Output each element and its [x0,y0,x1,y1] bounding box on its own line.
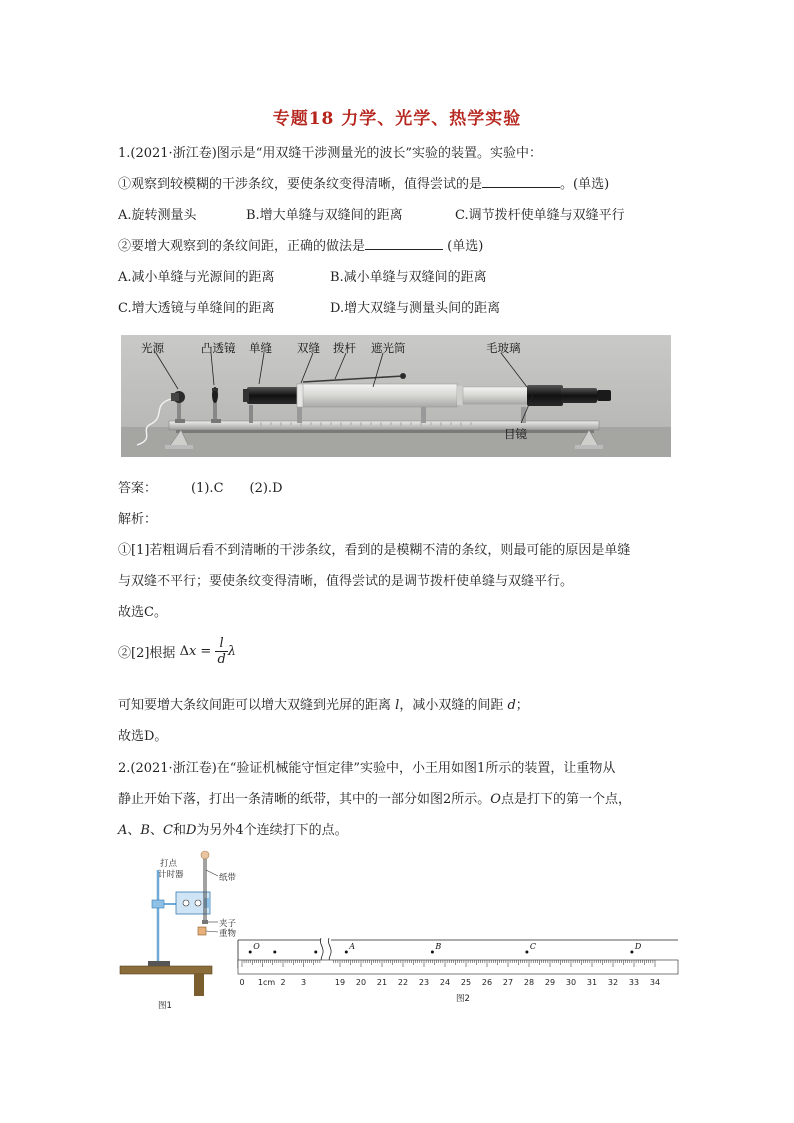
ruler-tick-label: 1cm [257,978,276,987]
tape-point [431,951,434,954]
formula-lhs: Δx = [179,644,212,659]
ruler-tick-label: 21 [376,978,388,987]
tape-point-label: A [349,942,356,951]
ruler-tick-label: 31 [586,978,598,987]
photo-label-single-slit: 单缝 [249,341,272,355]
ruler-tick-label: 32 [607,978,619,987]
q2-line-1: 2.(2021·浙江卷)在“验证机械能守恒定律”实验中，小王用如图1所示的装置，让重物从 [118,761,616,776]
tape-point [630,951,633,954]
photo-label-eyepiece: 目镜 [504,427,527,441]
fig2-caption: 图2 [456,994,470,1004]
q2-line-3 [118,822,348,840]
tape-point-label: D [634,942,642,951]
q1-sub1-blank[interactable] [482,187,560,188]
q2-line-2-a: 静止开始下落，打出一条清晰的纸带，其中的一部分如图2所示。 [118,792,491,807]
ruler-tick-label: 25 [460,978,472,987]
answer-1: (1).C [191,481,224,496]
q2-point-a: A [118,823,128,838]
tape-point [314,951,317,954]
q1-sub1-option-a: A.旋转测量头 [118,208,197,223]
tape-point [249,951,252,954]
q1-answer [118,480,283,498]
fig1-weight-label: 重物 [219,929,237,939]
photo-label-double-slit: 双缝 [297,341,320,355]
ruler-tick-label: 2 [280,978,286,987]
q2-point-c: C [162,823,173,838]
ruler-tick-label: 28 [523,978,535,987]
q2-and: 和 [172,823,186,838]
analysis-line-1: ①[1]若粗调后看不到清晰的干涉条纹，看到的是模糊不清的条纹，则最可能的原因是单缝 [118,543,631,558]
ruler-tick-label: 3 [300,978,307,987]
analysis-3-text-c: ； [515,698,529,713]
page-title: 专题18 力学、光学、热学实验 [272,109,522,129]
q2-line-2 [118,791,631,809]
fig1-tape-label: 纸带 [219,873,237,883]
q2-sep-2: 、 [149,823,163,838]
analysis-label: 解析： [118,512,158,527]
tape-point [345,951,348,954]
figure-1 [120,851,237,1011]
q1-sub2-option-b: B.减小单缝与双缝间的距离 [330,270,487,285]
photo-label-ground-glass: 毛玻璃 [486,341,521,355]
photo-label-light-tube: 遮光筒 [371,341,406,355]
answer-label: 答案： [118,481,158,496]
ruler-tick-label: 27 [502,978,514,987]
ruler-tick-label: 22 [397,978,409,987]
double-slit-apparatus-photo [121,335,671,457]
fig1-timer-label-2: 计时器 [158,870,184,880]
q1-sub2-blank[interactable] [365,249,443,250]
formula-fraction [215,636,227,667]
answer-2: (2).D [249,481,283,496]
ruler-tick-label: 20 [355,978,367,987]
formula-numerator: l [215,636,227,652]
analysis-line-3 [118,697,529,715]
q1-sub2-text: ②要增大观察到的条纹间距，正确的做法是 [118,239,366,254]
photo-label-convex-lens: 凸透镜 [201,341,236,355]
choose-c: 故选C。 [118,605,167,620]
q1-sub2 [118,238,483,256]
figure-2 [238,938,678,1004]
ruler-labels [239,978,660,987]
q1-sub1-suffix: 。(单选) [560,177,610,192]
ruler-tick-label: 29 [544,978,556,987]
q2-point-b: B [140,823,150,838]
formula-denominator: d [217,652,226,667]
analysis-3-text-a: 可知要增大条纹间距可以增大双缝到光屏的距离 [118,698,396,713]
q2-point-o: O [490,792,501,807]
ruler-tick-label: 34 [649,978,661,987]
analysis-3-var-d: d [507,698,516,713]
analysis-3-text-b: ，减小双缝的间距 [399,698,508,713]
tape-point-label: C [529,942,537,951]
q2-sep-1: 、 [127,823,141,838]
fig1-clip-label: 夹子 [219,919,237,929]
q1-sub1-text: ①观察到较模糊的干涉条纹，要使条纹变得清晰，值得尝试的是 [118,177,483,192]
analysis-3-var-l: l [395,698,400,713]
formula-prefix: ②[2]根据 [118,646,176,661]
q1-sub2-option-a: A.减小单缝与光源间的距离 [118,270,275,285]
formula-lambda: λ [227,644,237,659]
fig1-caption: 图1 [158,1001,172,1011]
ruler-tick-label: 23 [418,978,430,987]
ruler-tick-label: 26 [481,978,493,987]
q1-sub2-suffix: (单选) [447,239,484,254]
q1-sub1-option-b: B.增大单缝与双缝间的距离 [246,208,403,223]
q1-sub1-option-c: C.调节拨杆使单缝与双缝平行 [455,208,625,223]
q2-figures [118,848,688,1013]
tape-point-label: O [253,942,260,951]
tape-point-label: B [435,942,442,951]
analysis-line-2: 与双缝不平行；要使条纹变得清晰，值得尝试的是调节拨杆使单缝与双缝平行。 [118,574,574,589]
photo-label-light-source: 光源 [141,341,164,355]
q1-sub2-option-d: D.增大双缝与测量头间的距离 [330,301,501,316]
q2-line-2-b: 点是打下的第一个点， [500,792,631,807]
q2-line-3-tail: 为另外4个连续打下的点。 [196,823,348,838]
ruler-tick-label: 30 [565,978,577,987]
ruler-tick-label: 24 [439,978,451,987]
ruler-tick-label: 19 [334,978,346,987]
photo-label-lever: 拨杆 [333,341,356,355]
q1-stem: 1.(2021·浙江卷)图示是“用双缝干涉测量光的波长”实验的装置。实验中： [118,146,543,161]
q1-sub1 [118,176,609,194]
tape-points [249,942,642,954]
analysis-formula-line [118,636,236,680]
tape-point [273,951,276,954]
tape-point [525,951,528,954]
choose-d: 故选D。 [118,729,168,744]
ruler-tick-label: 33 [628,978,640,987]
fig1-timer-label-1: 打点 [160,859,178,869]
q1-sub2-option-c: C.增大透镜与单缝间的距离 [118,301,275,316]
ruler-tick-label: 0 [239,978,245,987]
formula-var-x: x [188,644,197,659]
q2-point-d: D [185,823,197,838]
